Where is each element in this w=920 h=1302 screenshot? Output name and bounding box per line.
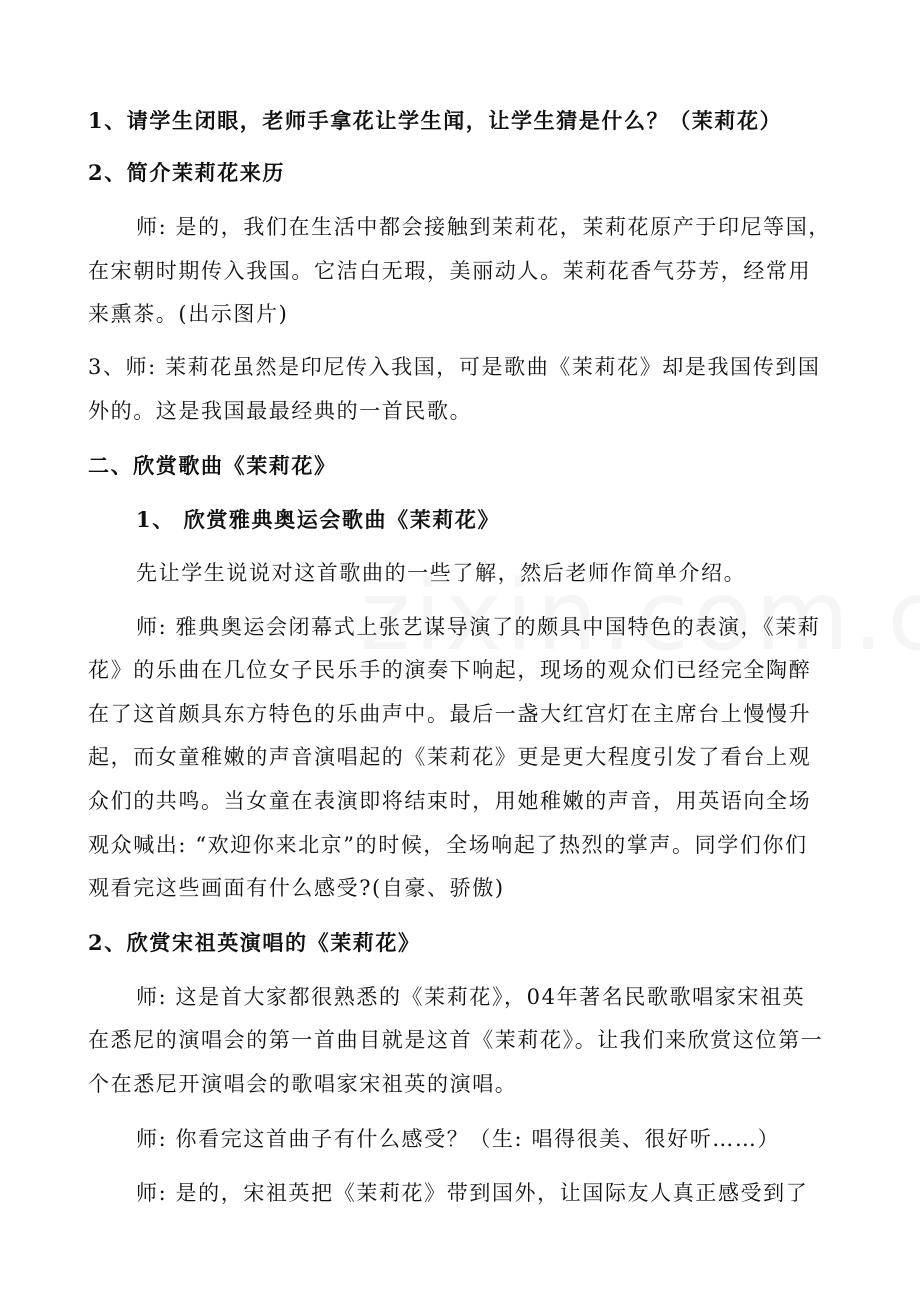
paragraph-athens-line-1: 师: 雅典奥运会闭幕式上张艺谋导演了的颇具中国特色的表演，《茉莉 <box>136 615 821 639</box>
subheading-song-zuying: 2、欣赏宋祖英演唱的《茉莉花》 <box>88 930 421 955</box>
paragraph-song-zuying-line-1: 师: 这是首大家都很熟悉的《茉莉花》，04年著名民歌歌唱家宋祖英 <box>136 985 806 1009</box>
heading-jasmine-origin: 2、简介茉莉花来历 <box>88 160 286 185</box>
paragraph-athens-line-4: 起，而女童稚嫩的声音演唱起的《茉莉花》更是更大程度引发了看台上观 <box>88 745 812 769</box>
paragraph-3-line-2: 外的。这是我国最最经典的一首民歌。 <box>88 399 473 423</box>
paragraph-athens-line-2: 花》的乐曲在几位女子民乐手的演奏下响起，现场的观众们已经完全陶醉 <box>88 658 812 682</box>
paragraph-origin-line-2: 在宋朝时期传入我国。它洁白无瑕，美丽动人。茉莉花香气芬芳，经常用 <box>88 259 812 283</box>
paragraph-origin-line-1: 师: 是的，我们在生活中都会接触到茉莉花，茉莉花原产于印尼等国， <box>136 215 831 239</box>
paragraph-3-line-1: 3、师: 茉莉花虽然是印尼传入我国，可是歌曲《茉莉花》却是我国传到国 <box>88 355 821 379</box>
paragraph-athens-line-6: 观众喊出: “欢迎你来北京”的时候，全场响起了热烈的掌声。同学们你们 <box>88 833 808 857</box>
paragraph-intro-line: 先让学生说说对这首歌曲的一些了解，然后老师作简单介绍。 <box>136 561 747 585</box>
paragraph-origin-line-3: 来熏茶。(出示图片) <box>88 302 289 326</box>
paragraph-song-zuying-line-2: 在悉尼的演唱会的第一首曲目就是这首《茉莉花》。让我们来欣赏这位第一 <box>88 1028 824 1052</box>
question-1-line: 1、请学生闭眼，老师手拿花让学生闻，让学生猜是什么？（茉莉花） <box>88 108 783 133</box>
subheading-athens-olympics: 1、 欣赏雅典奥运会歌曲《茉莉花》 <box>136 507 501 532</box>
section-2-heading: 二、欣赏歌曲《茉莉花》 <box>88 453 337 478</box>
paragraph-athens-line-3: 在了这首颇具东方特色的乐曲声中。最后一盏大红宫灯在主席台上慢慢升 <box>88 702 812 726</box>
paragraph-feeling-question: 师: 你看完这首曲子有什么感受？（生: 唱得很美、很好听……） <box>136 1127 781 1151</box>
paragraph-athens-line-7: 观看完这些画面有什么感受?(自豪、骄傲) <box>88 876 505 900</box>
paragraph-song-zuying-line-3: 个在悉尼开演唱会的歌唱家宋祖英的演唱。 <box>88 1072 518 1096</box>
paragraph-athens-line-5: 众们的共鸣。当女童在表演即将结束时，用她稚嫩的声音，用英语向全场 <box>88 789 812 813</box>
paragraph-final-line: 师: 是的，宋祖英把《茉莉花》带到国外，让国际友人真正感受到了 <box>136 1181 809 1205</box>
